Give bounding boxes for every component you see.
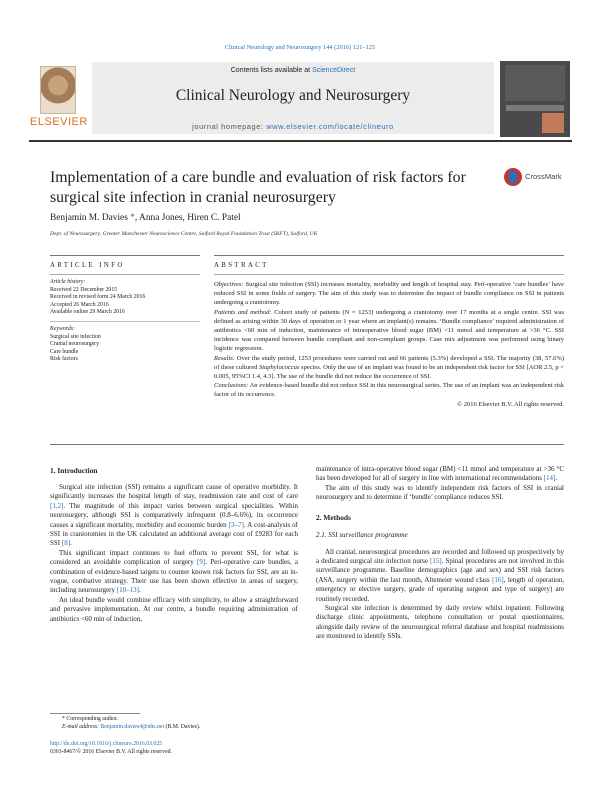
sciencedirect-link[interactable]: ScienceDirect	[312, 67, 356, 74]
issn-line: 0303-8467/© 2016 Elsevier B.V. All rights reserved.	[50, 748, 172, 755]
intro-paragraph-1: Surgical site infection (SSI) remains a significant cause of operative morbidity. It significantly increases the hospital length of stay, readmission rate and cost of care [1,2]. The magnitude of this impact varies between surgical specialities. Within neurosurgery, although SSI is comparatively infrequent (0.8–6.6%), its occurrence causes a significant mortality, morbidity and economic burden [3–7]. A cost-analysis of SSI in craniotomies in the UK calculated an additional average cost of £9283 for each SSI [8].	[50, 483, 298, 548]
citation-link[interactable]: [1,2]	[50, 501, 64, 510]
right-column	[316, 465, 564, 642]
crossmark-badge[interactable]	[504, 168, 574, 188]
keyword-item: Cranial neurosurgery	[50, 341, 99, 347]
citation-link[interactable]: [16]	[492, 575, 504, 584]
title-line-2: surgical site infection in cranial neurosurgery	[50, 189, 336, 206]
article-info-rule-top	[50, 255, 200, 256]
title-line-1: Implementation of a care bundle and evaluation of risk factors for	[50, 169, 466, 186]
citation-link[interactable]: [10–13]	[116, 586, 139, 595]
cover-stripe	[506, 105, 564, 111]
keyword-item: Care bundle	[50, 348, 79, 355]
cover-top-block	[505, 65, 565, 101]
article-info-rule	[50, 274, 200, 275]
abstract-results: Results: Over the study period, 1253 procedures were carried out and 66 patients (5.3%) developed a SSI. The majority (38, 57.6%) of these cultured Staphylococcus species. Only the use of an implant was found to be an independent risk factor for SSI [AOR 2.5, p < 0.005, 95%CI 1.4, 4.3]. The use of the bundle did not reduce the occurrence of SSI.	[214, 354, 564, 381]
section-methods-heading: 2. Methods	[316, 512, 351, 522]
homepage-link[interactable]: www.elsevier.com/locate/clineuro	[266, 122, 394, 131]
intro-paragraph-2: This significant impact continues to fuel efforts to prevent SSI, for what is considered an avoidable complication of surgery [9]. Peri-operative care bundles, a combination of evidence-based targets to counter known risk factors for SSI, are an in-vogue, combative strategy. Their use has been shown effective in areas of surgery, including neurosurgery [10–13].	[50, 548, 298, 595]
history-online: Available online 29 March 2016	[50, 309, 125, 315]
keywords	[50, 326, 200, 364]
journal-cover-image	[500, 61, 570, 137]
article-history	[50, 279, 200, 317]
citation-link[interactable]: [14]	[543, 474, 556, 483]
corresponding-author-note: * Corresponding author.	[62, 716, 119, 722]
intro-paragraph-3: An ideal bundle would combine efficacy with simplicity, to allow a straightforward and pervasive implementation. At our centre, a bundle requiring administration of antibiotics <60 min of induction,	[50, 595, 298, 623]
keyword-item: Risk factors	[50, 356, 78, 362]
elsevier-logo	[30, 64, 86, 132]
history-revised: Received in revised form 24 March 2016	[50, 294, 146, 300]
methods-paragraph-1: All cranial, neurosurgical procedures are recorded and followed up prospectively by a dedicated surgical site infection nurse [15]. Spinal procedures are not involved in this surveillance programme. Baseline demographics (age and sex) and SSI risk factors (ASA, surgery within the last month, Altemeier wound class [16], length of operation, emergency or elective surgery, grade of operating surgeon and type of surgery) are routinely recorded.	[316, 547, 565, 603]
author-first[interactable]: Benjamin M. Davies	[50, 213, 128, 223]
running-head[interactable]: Clinical Neurology and Neurosurgery 144 (2016) 121–125	[224, 44, 376, 51]
footnote-rule	[50, 713, 140, 714]
footnote	[62, 716, 298, 731]
cover-thumbnail	[542, 113, 564, 133]
citation-link[interactable]: [15]	[430, 557, 442, 566]
abstract-rule-top	[214, 255, 564, 256]
contents-line	[92, 67, 494, 74]
authors	[50, 213, 241, 223]
subsection-heading: 2.1. SSI surveillance programme	[316, 530, 408, 539]
abstract-methods: Patients and method: Cohort study of patients (N = 1253) undergoing a craniotomy over 17 months at a single centre. SSI was defined as arising within 30 days of operation or 1 year where an implant(s) remains. ‘Bundle compliance’ required administration of antibiotics <60 min of induction, maintenance of intraoperative blood sugar (BM) <11 mmol and temperature at >36 °C. SSI incidence was compared between bundle compliant and non-compliant groups. Case mix adjustment was performed using binary logistic regression.	[214, 308, 565, 353]
doi-link[interactable]: http://dx.doi.org/10.1016/j.clineuro.2016.03.025	[50, 741, 163, 747]
section-introduction-heading: 1. Introduction	[50, 466, 98, 475]
right-paragraph-2: The aim of this study was to identify independent risk factors of SSI in cranial neurosurgery and to determine if ‘bundle’ compliance reduces SSI.	[316, 483, 564, 502]
abstract-conclusions: Conclusions: An evidence-based bundle did not reduce SSI in this neurosurgical series. The use of an implant was an independent risk factor of its occurrence.	[214, 382, 564, 399]
left-column	[50, 466, 298, 624]
email-line: E-mail address: Benjamin.davies4@nhs.net (B.M. Davies).	[62, 723, 201, 730]
keywords-label: Keywords:	[50, 326, 75, 332]
history-received: Received 22 December 2015	[50, 286, 118, 293]
history-accepted: Accepted 26 March 2016	[50, 301, 109, 308]
crossmark-icon	[504, 168, 522, 186]
abstract-bottom-rule	[50, 444, 564, 445]
citation-link[interactable]: [9]	[197, 558, 206, 567]
contents-prefix: Contents lists available at	[230, 67, 313, 74]
doi-block	[50, 741, 300, 756]
article-info-heading: ARTICLE INFO	[50, 262, 125, 269]
crossmark-label: CrossMark	[525, 172, 562, 181]
abstract-heading: ABSTRACT	[214, 262, 269, 269]
methods-paragraph-2: Surgical site infection is determined by daily review whilst inpatient. Following discharge clinic appointments, telephone consultation or postal questionnaires, alongside daily review of the neurosurgical referral database and hospital readmissions are monitored to identify SSIs.	[316, 604, 564, 641]
article-title	[50, 168, 490, 208]
copyright: © 2016 Elsevier B.V. All rights reserved.	[457, 400, 564, 408]
abstract-body	[214, 280, 564, 409]
journal-homepage	[92, 122, 494, 131]
history-label: Article history:	[50, 279, 86, 285]
keyword-item: Surgical site infection	[50, 333, 101, 340]
keywords-rule	[50, 321, 200, 322]
abstract-rule	[214, 274, 564, 275]
right-paragraph-1: maintenance of intra-operative blood sugar (BM) <11 mmol and temperature at >36 °C has been developed for all of surgery in line with international recommendations [14].	[316, 465, 564, 483]
affiliation: Dept. of Neurosurgery, Greater Manchester Neuroscience Centre, Salford Royal Foundation Trust (SRFT), Salford, UK	[50, 231, 318, 237]
publisher-name: ELSEVIER	[30, 116, 88, 128]
abstract-objectives: Objectives: Surgical site infection (SSI) increases mortality, morbidity and length of hospital stay. Peri-operative ‘care bundles’ have reduced SSI in some fields of surgery. The aim of this study was to determine the impact of bundle compliance on SSI in patients undergoing a craniotomy.	[214, 281, 564, 307]
email-link[interactable]: Benjamin.davies4@nhs.net	[100, 723, 165, 730]
elsevier-tree-icon	[40, 66, 76, 114]
corresponding-mark[interactable]: *	[127, 213, 135, 223]
author-rest: , Anna Jones, Hiren C. Patel	[134, 213, 241, 223]
homepage-prefix: journal homepage:	[192, 122, 267, 131]
citation-link[interactable]: [3–7]	[228, 520, 244, 529]
header-rule	[29, 140, 572, 142]
citation-link[interactable]: [8]	[61, 539, 71, 548]
journal-name: Clinical Neurology and Neurosurgery	[175, 87, 411, 104]
